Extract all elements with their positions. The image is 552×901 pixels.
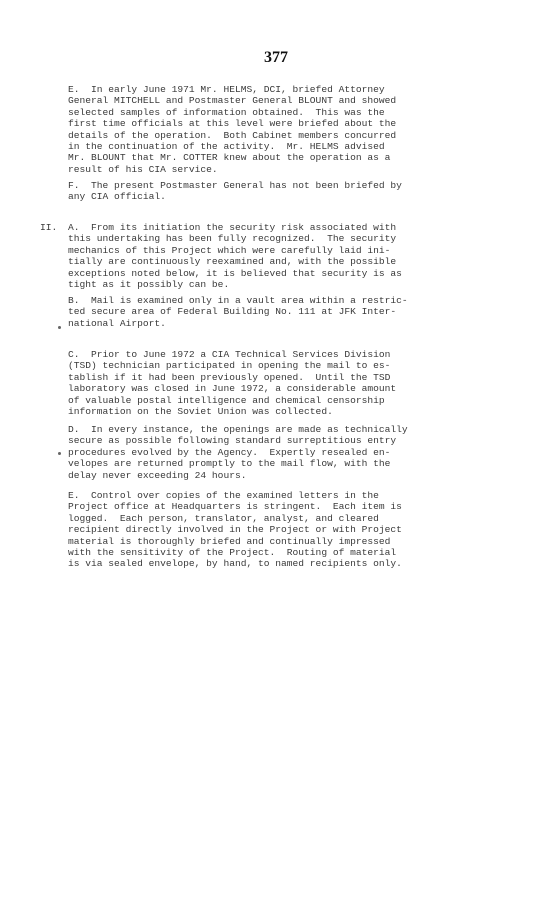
margin-mark: [58, 326, 61, 329]
paragraph-f: F. The present Postmaster General has not been briefed by any CIA official.: [68, 180, 402, 203]
paragraph-c: C. Prior to June 1972 a CIA Technical Services Division (TSD) technician participated in opening the mail to es- tablish if it had been previously opened. Until the TSD laboratory was closed in June 1972, a considerable amount of valuable postal intelligence and chemical censorship information on the Soviet Union was collected.: [68, 349, 397, 418]
margin-mark: [58, 452, 61, 455]
page-number: 377: [264, 49, 288, 66]
section-number: II.: [40, 222, 58, 233]
paragraph-d: D. In every instance, the openings are made as technically secure as possible following standard surreptitious entry procedures evolved by the Agency. Expertly resealed en- velopes are returned promptly to the mail flow, with the delay never exceeding 24 hours.: [68, 424, 408, 481]
paragraph-e: E. In early June 1971 Mr. HELMS, DCI, briefed Attorney General MITCHELL and Postmaster General BLOUNT and showed selected samples of information obtained. This was the first time officials at this level were briefed about the details of the operation. Both Cabinet members concurred in the continuation of the activity. Mr. HELMS advised Mr. BLOUNT that Mr. COTTER knew about the operation as a result of his CIA service.: [68, 84, 397, 175]
paragraph-a: A. From its initiation the security risk associated with this undertaking has been fully recognized. The security mechanics of this Project which were carefully laid ini- tially are continuously reexamined and, with the possible exceptions noted below, it is believed that security is as tight as it possibly can be.: [68, 222, 402, 291]
paragraph-b: B. Mail is examined only in a vault area within a restric- ted secure area of Federal Building No. 111 at JFK Inter- national Airport.: [68, 295, 408, 329]
paragraph-e-control: E. Control over copies of the examined letters in the Project office at Headquarters is stringent. Each item is logged. Each person, translator, analyst, and cleared recipient directly involved in the Project or with Project material is thoroughly briefed and continually impressed with the sensitivity of the Project. Routing of material is via sealed envelope, by hand, to named recipients only.: [68, 490, 402, 570]
